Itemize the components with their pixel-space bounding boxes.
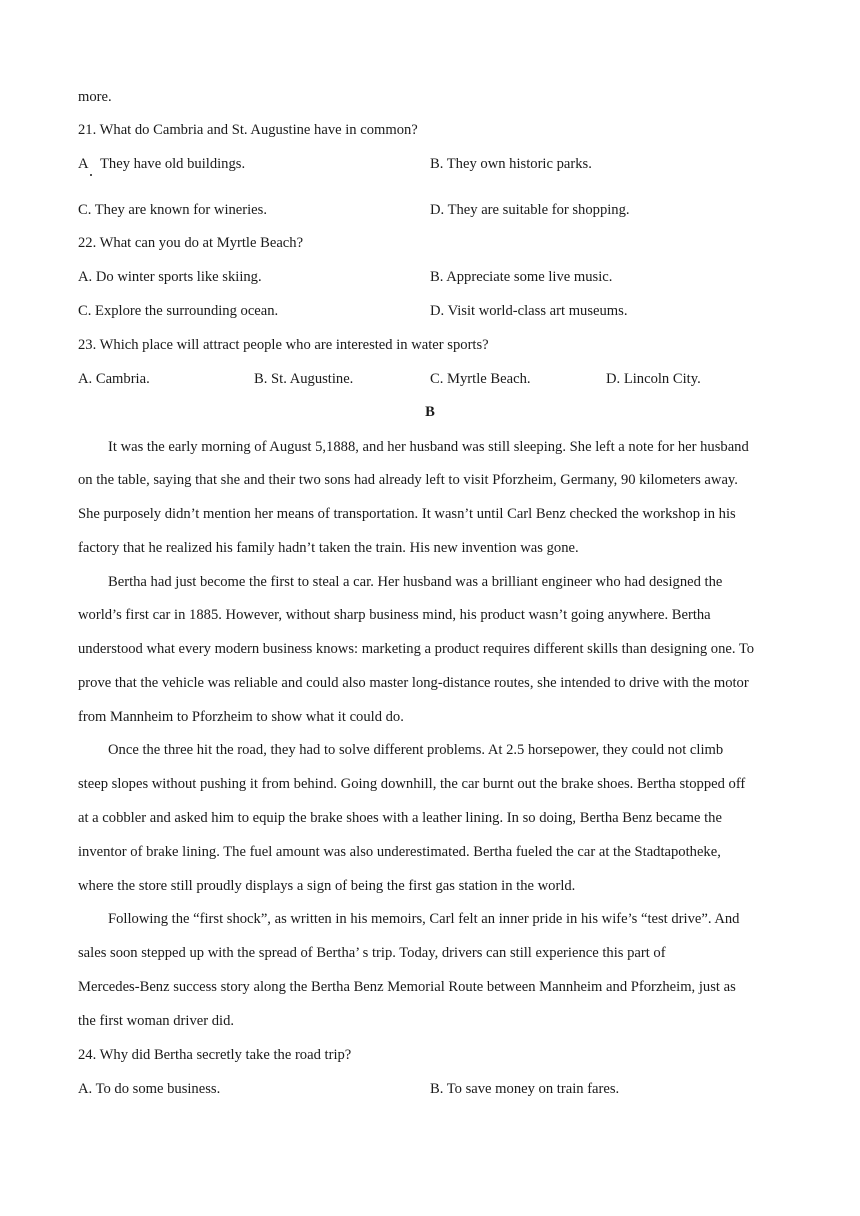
- question-21: 21. What do Cambria and St. Augustine have in common?: [78, 122, 418, 138]
- passage-line: understood what every modern business knows: marketing a product requires different skills than designing one. To: [78, 641, 755, 657]
- passage-line: steep slopes without pushing it from behind. Going downhill, the car burnt out the brake shoes. Bertha stopped off: [78, 776, 746, 792]
- q21-option-a-label: A: [78, 156, 89, 172]
- q21-option-b: B. They own historic parks.: [430, 156, 592, 172]
- q23-option-a: A. Cambria.: [78, 371, 150, 387]
- passage-line: Once the three hit the road, they had to solve different problems. At 2.5 horsepower, they could not climb: [108, 742, 724, 758]
- q21-option-a: They have old buildings.: [100, 156, 246, 172]
- passage-line: world’s first car in 1885. However, without sharp business mind, his product wasn’t going anywhere. Bertha: [78, 607, 711, 623]
- q24-option-b: B. To save money on train fares.: [430, 1081, 620, 1097]
- question-24: 24. Why did Bertha secretly take the road trip?: [78, 1047, 352, 1063]
- q22-option-b: B. Appreciate some live music.: [430, 269, 613, 285]
- question-23: 23. Which place will attract people who are interested in water sports?: [78, 337, 489, 353]
- q23-option-d: D. Lincoln City.: [606, 371, 701, 387]
- passage-line: on the table, saying that she and their two sons had already left to visit Pforzheim, Germany, 90 kilometers away.: [78, 472, 738, 488]
- passage-line: sales soon stepped up with the spread of Bertha’ s trip. Today, drivers can still experience this part of: [78, 945, 666, 961]
- passage-line: Following the “first shock”, as written in his memoirs, Carl felt an inner pride in his wife’s “test drive”. And: [108, 911, 740, 927]
- question-22: 22. What can you do at Myrtle Beach?: [78, 235, 304, 251]
- stray-dot: [90, 174, 92, 176]
- q22-option-c: C. Explore the surrounding ocean.: [78, 303, 279, 319]
- q22-option-d: D. Visit world-class art museums.: [430, 303, 628, 319]
- passage-line: It was the early morning of August 5,1888, and her husband was still sleeping. She left a note for her husband: [108, 439, 749, 455]
- passage-line: Bertha had just become the first to steal a car. Her husband was a brilliant engineer who had designed the: [108, 574, 723, 590]
- q24-option-a: A. To do some business.: [78, 1081, 221, 1097]
- continuation-text: more.: [78, 89, 112, 105]
- q23-option-b: B. St. Augustine.: [254, 371, 354, 387]
- passage-line: prove that the vehicle was reliable and could also master long-distance routes, she intended to drive with the motor: [78, 675, 749, 691]
- passage-line: factory that he realized his family hadn’t taken the train. His new invention was gone.: [78, 540, 579, 556]
- passage-line: inventor of brake lining. The fuel amount was also underestimated. Bertha fueled the car at the Stadtapotheke,: [78, 844, 721, 860]
- passage-line: She purposely didn’t mention her means of transportation. It wasn’t until Carl Benz checked the workshop in his: [78, 506, 736, 522]
- q21-option-c: C. They are known for wineries.: [78, 202, 267, 218]
- passage-line: Mercedes-Benz success story along the Bertha Benz Memorial Route between Mannheim and Pforzheim, just as: [78, 979, 736, 995]
- passage-line: where the store still proudly displays a sign of being the first gas station in the world.: [78, 878, 576, 894]
- section-heading: B: [425, 404, 435, 420]
- q22-option-a: A. Do winter sports like skiing.: [78, 269, 262, 285]
- passage-line: from Mannheim to Pforzheim to show what it could do.: [78, 709, 404, 725]
- passage-line: the first woman driver did.: [78, 1013, 235, 1029]
- q21-option-d: D. They are suitable for shopping.: [430, 202, 630, 218]
- passage-line: at a cobbler and asked him to equip the brake shoes with a leather lining. In so doing, Bertha Benz became the: [78, 810, 722, 826]
- q23-option-c: C. Myrtle Beach.: [430, 371, 531, 387]
